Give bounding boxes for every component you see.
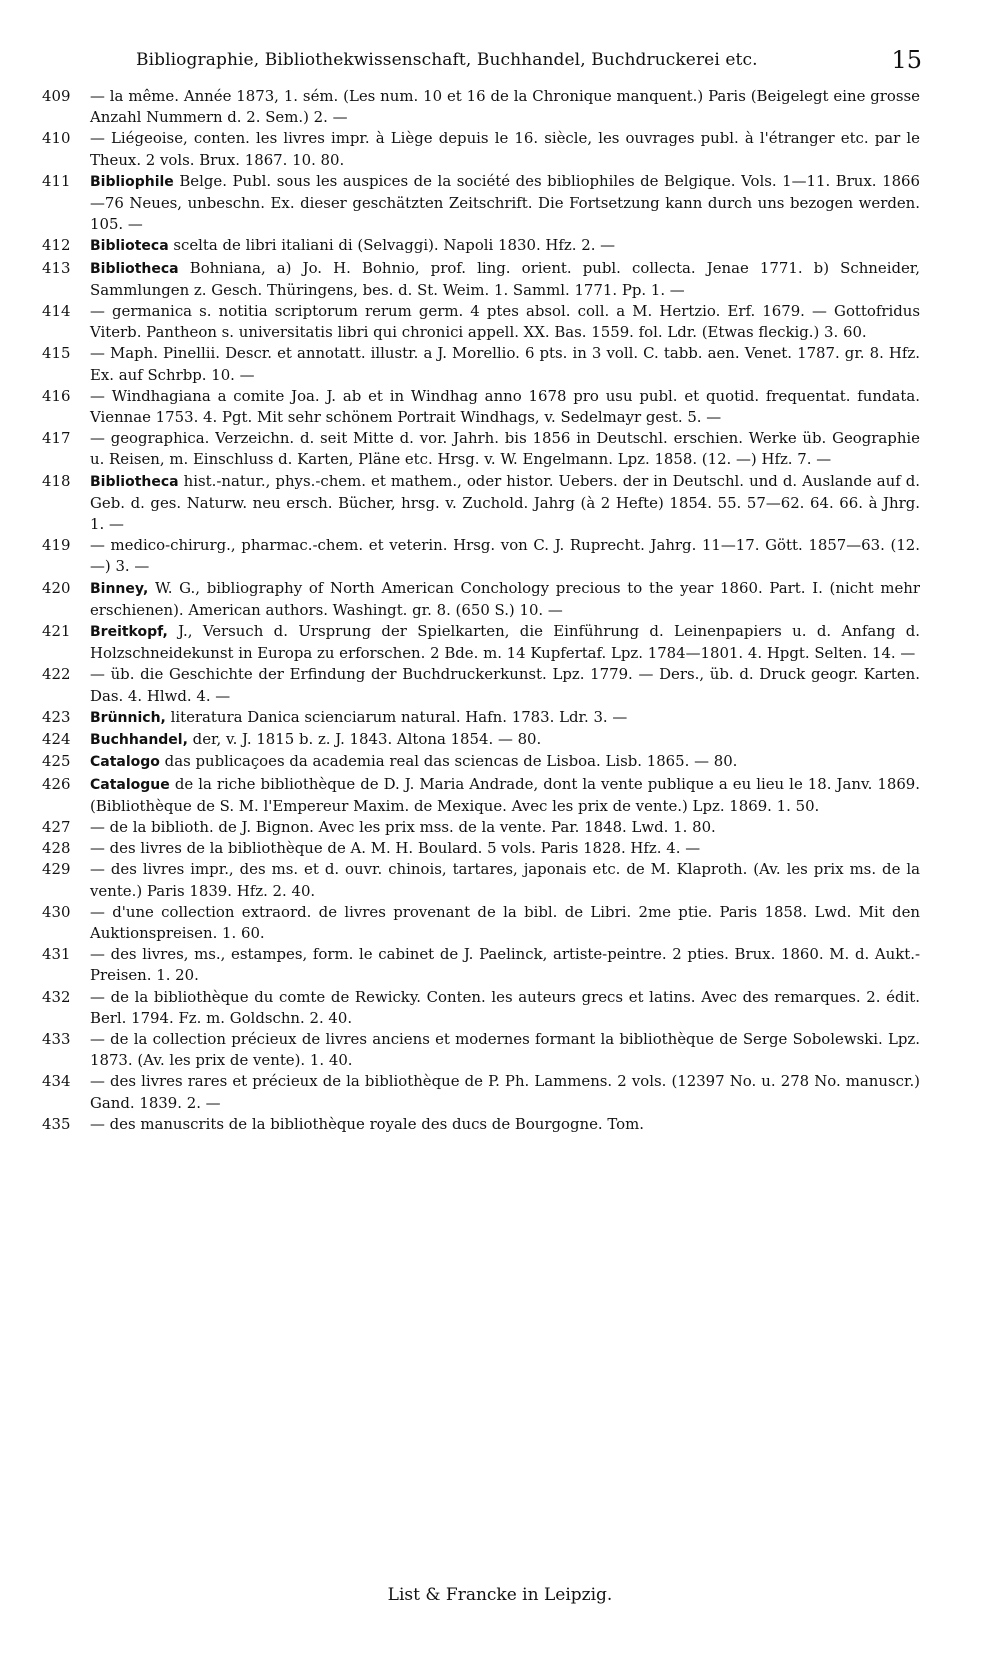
entry-text: — la même. Année 1873, 1. sém. (Les num. 10 et 16 de la Chronique manquent.) Paris (Beigelegt eine grosse Anzahl Nummern d. 2. Sem.) — [90, 87, 920, 127]
entry-body — [90, 902, 920, 944]
page-number: 15 — [891, 46, 922, 74]
entry-number: 430 — [42, 902, 71, 921]
entry-number: 423 — [42, 707, 71, 726]
entry-body — [90, 817, 920, 838]
entry-heading: Buchhandel, — [90, 732, 188, 749]
catalogue-entry — [40, 578, 920, 621]
catalogue-entry — [40, 235, 920, 257]
entry-price: 1. 60. — [222, 923, 265, 942]
entry-body — [90, 578, 920, 621]
entry-text: — Liégeoise, conten. les livres impr. à Liège depuis le 16. siècle, les ouvrages publ. à l'étranger etc. par le Theux. 2 vols. Brux. 1867. — [90, 129, 920, 169]
entry-body — [90, 343, 920, 385]
entry-text: — de la bibliothèque du comte de Rewicky. Conten. les auteurs grecs et latins. Avec des remarques. 2. édit. Berl. 1794. Fz. m. Goldschn. — [90, 987, 920, 1027]
entry-heading: Brünnich, — [90, 709, 166, 726]
entry-price: 3. — — [115, 557, 150, 576]
entry-body — [90, 774, 920, 817]
entry-number: 420 — [42, 578, 71, 597]
entry-number: 417 — [42, 429, 71, 448]
entry-price: 14. — — [871, 644, 916, 663]
entry-price: 2. — — [313, 108, 348, 127]
entry-text: — des livres impr., des ms. et d. ouvr. chinois, tartares, japonais etc. de M. Klaproth. (Av. les prix ms. de la vente.) Paris 1839. Hfz. — [90, 860, 920, 900]
entry-number: 418 — [42, 471, 71, 490]
entry-price: 1. 50. — [776, 796, 820, 815]
catalogue-entry — [40, 1114, 920, 1135]
catalogue-entry — [40, 944, 920, 986]
entry-price: 3. — — [593, 707, 628, 726]
entry-price: — — [108, 515, 124, 534]
entry-text: — des livres, ms., estampes, form. le cabinet de J. Paelinck, artiste-peintre. 2 pties. Brux. 1860. M. d. Aukt.-Preisen. — [90, 945, 920, 985]
entry-price: — — [127, 215, 143, 234]
entry-text: das publicaçoes da academia real das sciencas de Lisboa. Lisb. 1865. — [164, 752, 690, 771]
entry-number: 425 — [42, 752, 71, 771]
entry-text: scelta de libri italiani di (Selvaggi). Napoli 1830. Hfz. — [173, 236, 577, 255]
entry-body — [90, 86, 920, 128]
catalogue-entry — [40, 1071, 920, 1113]
entry-number: 433 — [42, 1029, 71, 1048]
catalogue-entry — [40, 535, 920, 577]
entry-body — [90, 301, 920, 343]
entry-number: 424 — [42, 730, 71, 749]
catalogue-entry — [40, 817, 920, 838]
catalogue-entry — [40, 301, 920, 343]
entry-text: — Windhagiana a comite Joa. J. ab et in Windhag anno 1678 pro usu publ. et quotid. frequentat. fundata. Viennae 1753. 4. Pgt. Mit sehr schönem Portrait Windhags, v. Sedelmayr gest. — [90, 386, 920, 427]
entry-number: 411 — [42, 171, 71, 190]
catalogue-entry — [40, 1029, 920, 1071]
entry-number: 429 — [42, 860, 71, 879]
catalogue-entry — [40, 729, 920, 751]
entry-body — [90, 535, 920, 577]
entry-body — [90, 859, 920, 901]
entry-price: 4. — — [196, 686, 231, 705]
entry-number: 431 — [42, 945, 71, 964]
entry-text: hist.-natur., phys.-chem. et mathem., oder histor. Uebers. der in Deutschl. und d. Auslande auf d. Geb. d. ges. Naturw. neu ersch. Bücher, hrsg. v. Zuchold. Jahrg (à 2 Hefte) 1854. 55. 57—62. 64. 66. à Jhrg. 1. — [90, 471, 921, 534]
entry-heading: Catalogo — [90, 754, 160, 771]
entry-body — [90, 838, 920, 859]
entry-body — [90, 258, 920, 301]
catalogue-entry — [40, 664, 920, 706]
entry-price: 10. — — [519, 600, 563, 619]
entry-number: 422 — [42, 665, 71, 684]
entry-text: J., Versuch d. Ursprung der Spielkarten, die Einführung d. Leinenpapiers u. d. Anfang d. Holzschneidekunst in Europa zu erforschen. 2 Bde. m. 14 Kupfertaf. Lpz. 1784—1801. 4. Hpgt. Selten. — [90, 622, 920, 663]
entry-price: 2. 40. — [272, 881, 316, 900]
entry-body — [90, 428, 920, 470]
entry-text: Bohniana, a) Jo. H. Bohnio, prof. ling. orient. publ. collecta. Jenae 1771. b) Schneider, Sammlungen z. Gesch. Thüringens, bes. d. St. Weim. 1. Samml. 1771. Pp. — [90, 258, 921, 299]
entry-number: 432 — [42, 987, 71, 1006]
entry-heading: Binney, — [90, 580, 149, 597]
entry-number: 414 — [42, 302, 71, 321]
catalogue-entry — [40, 258, 920, 301]
entry-number: 415 — [42, 344, 71, 363]
running-title: Bibliographie, Bibliothekwissenschaft, Buchhandel, Buchdruckerei etc. — [136, 50, 758, 70]
entry-price: 2. — — [186, 1093, 221, 1112]
catalogue-entry — [40, 386, 920, 428]
entry-number: 419 — [42, 536, 71, 555]
catalogue-entry — [40, 343, 920, 385]
entry-text: — de la biblioth. de J. Bignon. Avec les prix mss. de la vente. Par. 1848. Lwd. — [90, 817, 669, 836]
catalogue-entry — [40, 621, 920, 664]
entry-text: — medico-chirurg., pharmac.-chem. et veterin. Hrsg. von C. J. Ruprecht. Jahrg. 11—17. Gött. 1857—63. (12. —) — [90, 536, 920, 576]
entry-number: 434 — [42, 1072, 71, 1091]
entry-price: 10. — — [211, 365, 255, 384]
entry-price: 1. 20. — [156, 966, 199, 985]
entry-number: 421 — [42, 622, 71, 641]
entry-body — [90, 1114, 920, 1135]
entry-number: 412 — [42, 236, 71, 255]
entry-price: 5. — — [687, 408, 722, 427]
entry-text: — des manuscrits de la bibliothèque royale des ducs de Bourgogne. Tom. — [90, 1114, 644, 1133]
entry-body — [90, 987, 920, 1029]
entry-price: 1. 80. — [673, 817, 716, 836]
entry-body — [90, 235, 920, 257]
entry-text: Belge. Publ. sous les auspices de la société des bibliophiles de Belgique. Vols. 1—11. Brux. 1866—76 Neues, unbeschn. Ex. dieser geschätzten Zeitschrift. Die Fortsetzung kann durch uns bezogen werden. 105. — [90, 171, 920, 234]
catalogue-entry — [40, 86, 920, 128]
entry-number: 416 — [42, 386, 71, 405]
entry-price: 10. 80. — [292, 150, 345, 169]
catalogue-entry — [40, 128, 920, 170]
catalogue-entry — [40, 171, 920, 236]
entry-body — [90, 707, 920, 729]
catalogue-entry — [40, 428, 920, 470]
entry-text: — Maph. Pinellii. Descr. et annotatt. illustr. a J. Morellio. 6 pts. in 3 voll. C. tabb. aen. Venet. 1787. gr. 8. Hfz. Ex. auf Schrbp. — [90, 344, 920, 384]
catalogue-entry — [40, 987, 920, 1029]
entry-heading: Bibliotheca — [90, 260, 179, 277]
entry-body — [90, 729, 920, 751]
catalogue-entry — [40, 707, 920, 729]
entry-heading: Breitkopf, — [90, 624, 168, 641]
entry-price: — 80. — [694, 752, 738, 771]
entry-text: — des livres de la bibliothèque de A. M. H. Boulard. 5 vols. Paris 1828. Hfz. — [90, 839, 662, 858]
entry-body — [90, 1071, 920, 1113]
entry-body — [90, 944, 920, 986]
entry-text: — germanica s. notitia scriptorum rerum germ. 4 ptes absol. coll. a M. Hertzio. Erf. 1679. — Gottofridus Viterb. Pantheon s. universitatis libri qui chronici appell. XX. Bas. 1559. fol. Ldr. (Etwas fleckig.) — [90, 302, 920, 342]
entry-text: literatura Danica scienciarum natural. Hafn. 1783. Ldr. — [170, 707, 589, 726]
entry-heading: Catalogue — [90, 776, 170, 793]
entry-body — [90, 751, 920, 773]
entry-text: — üb. die Geschichte der Erfindung der Buchdruckerkunst. Lpz. 1779. — Ders., üb. d. Druck geogr. Karten. Das. 4. Hlwd. — [90, 665, 920, 705]
catalogue-entry — [40, 751, 920, 773]
catalogue-entry-list — [40, 86, 920, 1135]
entry-text: — des livres rares et précieux de la bibliothèque de P. Ph. Lammens. 2 vols. (12397 No. u. 278 No. manuscr.) Gand. 1839. — [90, 1072, 920, 1112]
entry-body — [90, 664, 920, 706]
catalogue-entry — [40, 838, 920, 859]
entry-body — [90, 621, 920, 664]
entry-text: — d'une collection extraord. de livres provenant de la bibl. de Libri. 2me ptie. Paris 1858. Lwd. Mit den Auktionspreisen. — [90, 902, 920, 942]
entry-text: — de la collection précieux de livres anciens et modernes formant la bibliothèque de Serge Sobolewski. Lpz. 1873. (Av. les prix de vente). — [90, 1029, 920, 1070]
entry-price: 2. — — [581, 236, 616, 255]
catalogue-entry — [40, 774, 920, 817]
entry-body — [90, 171, 920, 236]
entry-number: 426 — [42, 774, 71, 793]
entry-number: 413 — [42, 258, 71, 277]
page-header — [80, 34, 920, 78]
entry-heading: Biblioteca — [90, 238, 169, 255]
entry-body — [90, 1029, 920, 1071]
entry-number: 410 — [42, 129, 71, 148]
entry-number: 409 — [42, 87, 71, 105]
entry-text: W. G., bibliography of North American Conchology precious to the year 1860. Part. I. (nicht mehr erschienen). American authors. Washingt. gr. 8. (650 S.) — [90, 578, 920, 619]
catalogue-entry — [40, 902, 920, 944]
entry-price: 1. 40. — [309, 1051, 353, 1070]
entry-body — [90, 471, 920, 536]
entry-text: de la riche bibliothèque de D. J. Maria Andrade, dont la vente publique a eu lieu le 18. Janv. 1869. (Bibliothèque de S. M. l'Empereur Maxim. de Mexique. Avec les prix de vente.) Lpz. 1869. — [90, 774, 920, 815]
entry-text: der, v. J. 1815 b. z. J. 1843. Altona 1854. — [192, 730, 494, 749]
entry-price: 1. — — [650, 280, 685, 299]
catalogue-entry — [40, 471, 920, 536]
publisher-footer: List & Francke in Leipzig. — [387, 1585, 613, 1605]
entry-body — [90, 386, 920, 428]
entry-text: — geographica. Verzeichn. d. seit Mitte d. vor. Jahrh. bis 1856 in Deutschl. erschien. Werke üb. Geographie u. Reisen, m. Einschluss d. Karten, Pläne etc. Hrsg. v. W. Engelmann. Lpz. 1858. (12. —) Hfz. — [90, 429, 920, 469]
entry-heading: Bibliotheca — [90, 473, 179, 490]
entry-number: 427 — [42, 817, 71, 836]
entry-price: — 80. — [497, 730, 542, 749]
entry-price: 4. — — [666, 839, 701, 858]
entry-number: 435 — [42, 1114, 71, 1133]
entry-number: 428 — [42, 839, 71, 858]
catalogue-entry — [40, 859, 920, 901]
entry-price: 3. 60. — [824, 323, 867, 342]
entry-body — [90, 128, 920, 170]
entry-price: 7. — — [797, 450, 832, 469]
entry-price: 2. 40. — [309, 1008, 353, 1027]
entry-heading: Bibliophile — [90, 173, 174, 190]
